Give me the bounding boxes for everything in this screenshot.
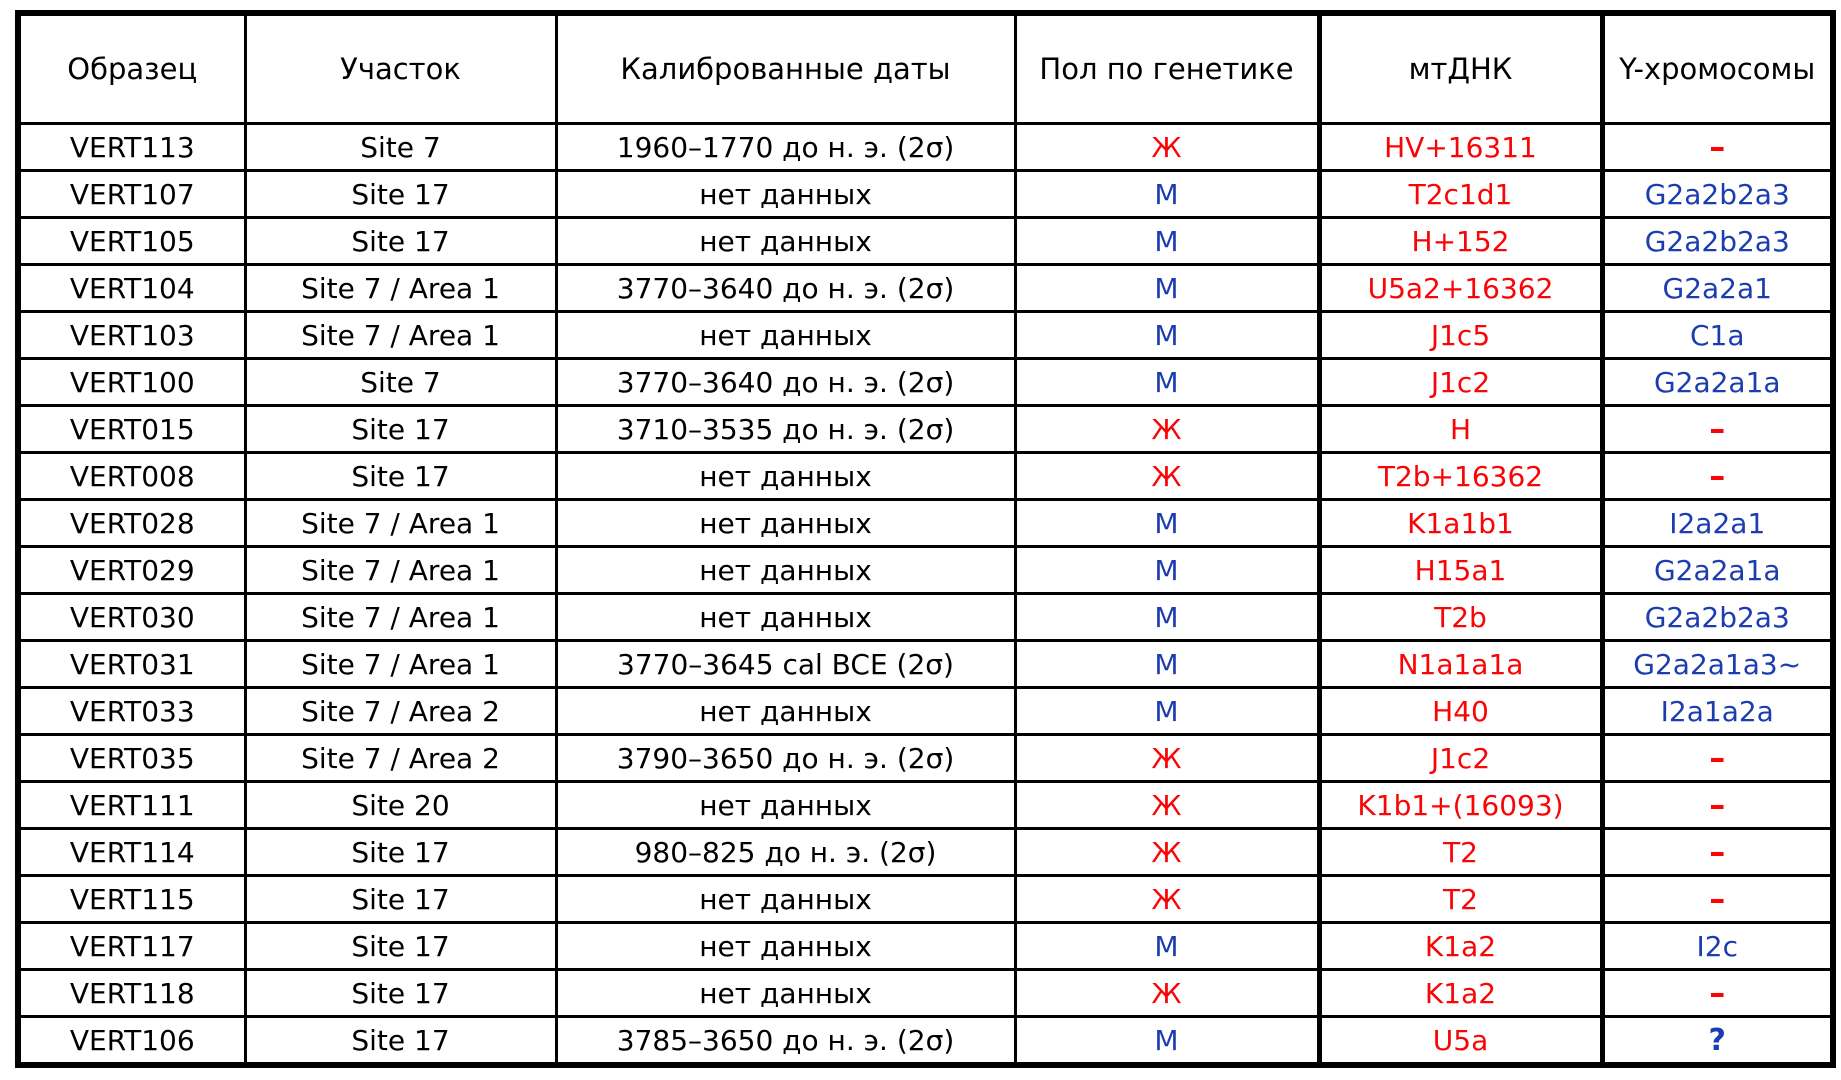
y-cell: – xyxy=(1602,970,1833,1017)
sex-cell: М xyxy=(1015,594,1319,641)
sex-cell: М xyxy=(1015,688,1319,735)
table-row xyxy=(18,970,1833,1017)
date-cell: 3785–3650 до н. э. (2σ) xyxy=(556,1017,1015,1066)
table-row xyxy=(18,124,1833,171)
sex-cell: М xyxy=(1015,171,1319,218)
table-row xyxy=(18,688,1833,735)
table-row xyxy=(18,359,1833,406)
date-cell: 3770–3640 до н. э. (2σ) xyxy=(556,265,1015,312)
site-cell: Site 17 xyxy=(245,923,556,970)
mtdna-cell: H40 xyxy=(1319,688,1602,735)
sample-cell: VERT104 xyxy=(18,265,245,312)
column-header-site: Участок xyxy=(245,13,556,124)
table-row xyxy=(18,641,1833,688)
site-cell: Site 17 xyxy=(245,1017,556,1066)
mtdna-cell: U5a xyxy=(1319,1017,1602,1066)
y-cell: – xyxy=(1602,406,1833,453)
date-cell: 3790–3650 до н. э. (2σ) xyxy=(556,735,1015,782)
date-cell: нет данных xyxy=(556,312,1015,359)
column-header-sample: Образец xyxy=(18,13,245,124)
mtdna-cell: T2b xyxy=(1319,594,1602,641)
site-cell: Site 17 xyxy=(245,970,556,1017)
date-cell: нет данных xyxy=(556,594,1015,641)
sample-cell: VERT100 xyxy=(18,359,245,406)
site-cell: Site 17 xyxy=(245,453,556,500)
sample-cell: VERT029 xyxy=(18,547,245,594)
mtdna-cell: J1c2 xyxy=(1319,735,1602,782)
sex-cell: М xyxy=(1015,218,1319,265)
date-cell: нет данных xyxy=(556,453,1015,500)
site-cell: Site 7 / Area 1 xyxy=(245,265,556,312)
sex-cell: Ж xyxy=(1015,406,1319,453)
site-cell: Site 7 / Area 2 xyxy=(245,688,556,735)
sample-cell: VERT105 xyxy=(18,218,245,265)
y-cell: I2a2a1 xyxy=(1602,500,1833,547)
ancient-dna-table xyxy=(15,10,1836,1068)
table-row xyxy=(18,265,1833,312)
table-row xyxy=(18,1017,1833,1066)
y-cell: – xyxy=(1602,124,1833,171)
date-cell: нет данных xyxy=(556,688,1015,735)
site-cell: Site 20 xyxy=(245,782,556,829)
mtdna-cell: U5a2+16362 xyxy=(1319,265,1602,312)
sex-cell: М xyxy=(1015,641,1319,688)
y-cell: G2a2a1 xyxy=(1602,265,1833,312)
sample-cell: VERT118 xyxy=(18,970,245,1017)
date-cell: 1960–1770 до н. э. (2σ) xyxy=(556,124,1015,171)
date-cell: нет данных xyxy=(556,876,1015,923)
date-cell: нет данных xyxy=(556,500,1015,547)
table-row xyxy=(18,923,1833,970)
site-cell: Site 17 xyxy=(245,876,556,923)
table-row xyxy=(18,500,1833,547)
mtdna-cell: K1a1b1 xyxy=(1319,500,1602,547)
sample-cell: VERT030 xyxy=(18,594,245,641)
site-cell: Site 7 / Area 1 xyxy=(245,500,556,547)
sex-cell: Ж xyxy=(1015,970,1319,1017)
sex-cell: М xyxy=(1015,312,1319,359)
date-cell: 980–825 до н. э. (2σ) xyxy=(556,829,1015,876)
column-header-sex: Пол по генетике xyxy=(1015,13,1319,124)
site-cell: Site 17 xyxy=(245,218,556,265)
y-cell: I2a1a2a xyxy=(1602,688,1833,735)
y-cell: ? xyxy=(1602,1017,1833,1066)
date-cell: 3770–3640 до н. э. (2σ) xyxy=(556,359,1015,406)
column-header-y: Y-хромосомы xyxy=(1602,13,1833,124)
y-cell: C1a xyxy=(1602,312,1833,359)
sample-cell: VERT115 xyxy=(18,876,245,923)
sex-cell: Ж xyxy=(1015,735,1319,782)
sex-cell: Ж xyxy=(1015,782,1319,829)
table-row xyxy=(18,735,1833,782)
sample-cell: VERT111 xyxy=(18,782,245,829)
date-cell: нет данных xyxy=(556,171,1015,218)
sample-cell: VERT107 xyxy=(18,171,245,218)
y-cell: G2a2a1a3~ xyxy=(1602,641,1833,688)
sex-cell: Ж xyxy=(1015,124,1319,171)
mtdna-cell: J1c2 xyxy=(1319,359,1602,406)
y-cell: – xyxy=(1602,453,1833,500)
mtdna-cell: T2c1d1 xyxy=(1319,171,1602,218)
y-cell: – xyxy=(1602,782,1833,829)
table-row xyxy=(18,406,1833,453)
mtdna-cell: H xyxy=(1319,406,1602,453)
table-body xyxy=(18,124,1833,1066)
sample-cell: VERT008 xyxy=(18,453,245,500)
site-cell: Site 7 / Area 1 xyxy=(245,547,556,594)
table-row xyxy=(18,782,1833,829)
sample-cell: VERT028 xyxy=(18,500,245,547)
table-row xyxy=(18,218,1833,265)
mtdna-cell: K1a2 xyxy=(1319,970,1602,1017)
sex-cell: М xyxy=(1015,547,1319,594)
mtdna-cell: K1b1+(16093) xyxy=(1319,782,1602,829)
y-cell: G2a2b2a3 xyxy=(1602,171,1833,218)
date-cell: нет данных xyxy=(556,218,1015,265)
date-cell: нет данных xyxy=(556,782,1015,829)
site-cell: Site 7 xyxy=(245,124,556,171)
y-cell: G2a2a1a xyxy=(1602,547,1833,594)
sex-cell: М xyxy=(1015,359,1319,406)
y-cell: G2a2b2a3 xyxy=(1602,218,1833,265)
site-cell: Site 7 / Area 1 xyxy=(245,594,556,641)
column-header-date: Калиброванные даты xyxy=(556,13,1015,124)
table-row xyxy=(18,312,1833,359)
table-header xyxy=(18,13,1833,124)
sample-cell: VERT035 xyxy=(18,735,245,782)
date-cell: нет данных xyxy=(556,970,1015,1017)
sample-cell: VERT117 xyxy=(18,923,245,970)
site-cell: Site 7 / Area 2 xyxy=(245,735,556,782)
sample-cell: VERT033 xyxy=(18,688,245,735)
y-cell: – xyxy=(1602,876,1833,923)
sex-cell: М xyxy=(1015,923,1319,970)
y-cell: G2a2b2a3 xyxy=(1602,594,1833,641)
site-cell: Site 7 / Area 1 xyxy=(245,312,556,359)
mtdna-cell: T2 xyxy=(1319,876,1602,923)
date-cell: 3770–3645 cal BCE (2σ) xyxy=(556,641,1015,688)
sample-cell: VERT103 xyxy=(18,312,245,359)
sex-cell: М xyxy=(1015,265,1319,312)
site-cell: Site 17 xyxy=(245,171,556,218)
sample-cell: VERT031 xyxy=(18,641,245,688)
y-cell: I2c xyxy=(1602,923,1833,970)
sample-cell: VERT113 xyxy=(18,124,245,171)
site-cell: Site 7 / Area 1 xyxy=(245,641,556,688)
mtdna-cell: T2b+16362 xyxy=(1319,453,1602,500)
date-cell: нет данных xyxy=(556,547,1015,594)
sex-cell: Ж xyxy=(1015,876,1319,923)
table-row xyxy=(18,876,1833,923)
mtdna-cell: H+152 xyxy=(1319,218,1602,265)
table-row xyxy=(18,829,1833,876)
sex-cell: Ж xyxy=(1015,829,1319,876)
sex-cell: Ж xyxy=(1015,453,1319,500)
table-row xyxy=(18,171,1833,218)
mtdna-cell: K1a2 xyxy=(1319,923,1602,970)
y-cell: – xyxy=(1602,829,1833,876)
sample-cell: VERT106 xyxy=(18,1017,245,1066)
mtdna-cell: T2 xyxy=(1319,829,1602,876)
site-cell: Site 17 xyxy=(245,406,556,453)
y-cell: – xyxy=(1602,735,1833,782)
sex-cell: М xyxy=(1015,500,1319,547)
date-cell: нет данных xyxy=(556,923,1015,970)
table-row xyxy=(18,453,1833,500)
mtdna-cell: HV+16311 xyxy=(1319,124,1602,171)
sample-cell: VERT114 xyxy=(18,829,245,876)
table-row xyxy=(18,594,1833,641)
site-cell: Site 17 xyxy=(245,829,556,876)
mtdna-cell: H15a1 xyxy=(1319,547,1602,594)
column-header-mtdna: мтДНК xyxy=(1319,13,1602,124)
site-cell: Site 7 xyxy=(245,359,556,406)
header-row xyxy=(18,13,1833,124)
mtdna-cell: N1a1a1a xyxy=(1319,641,1602,688)
sex-cell: М xyxy=(1015,1017,1319,1066)
y-cell: G2a2a1a xyxy=(1602,359,1833,406)
date-cell: 3710–3535 до н. э. (2σ) xyxy=(556,406,1015,453)
sample-cell: VERT015 xyxy=(18,406,245,453)
mtdna-cell: J1c5 xyxy=(1319,312,1602,359)
table-row xyxy=(18,547,1833,594)
